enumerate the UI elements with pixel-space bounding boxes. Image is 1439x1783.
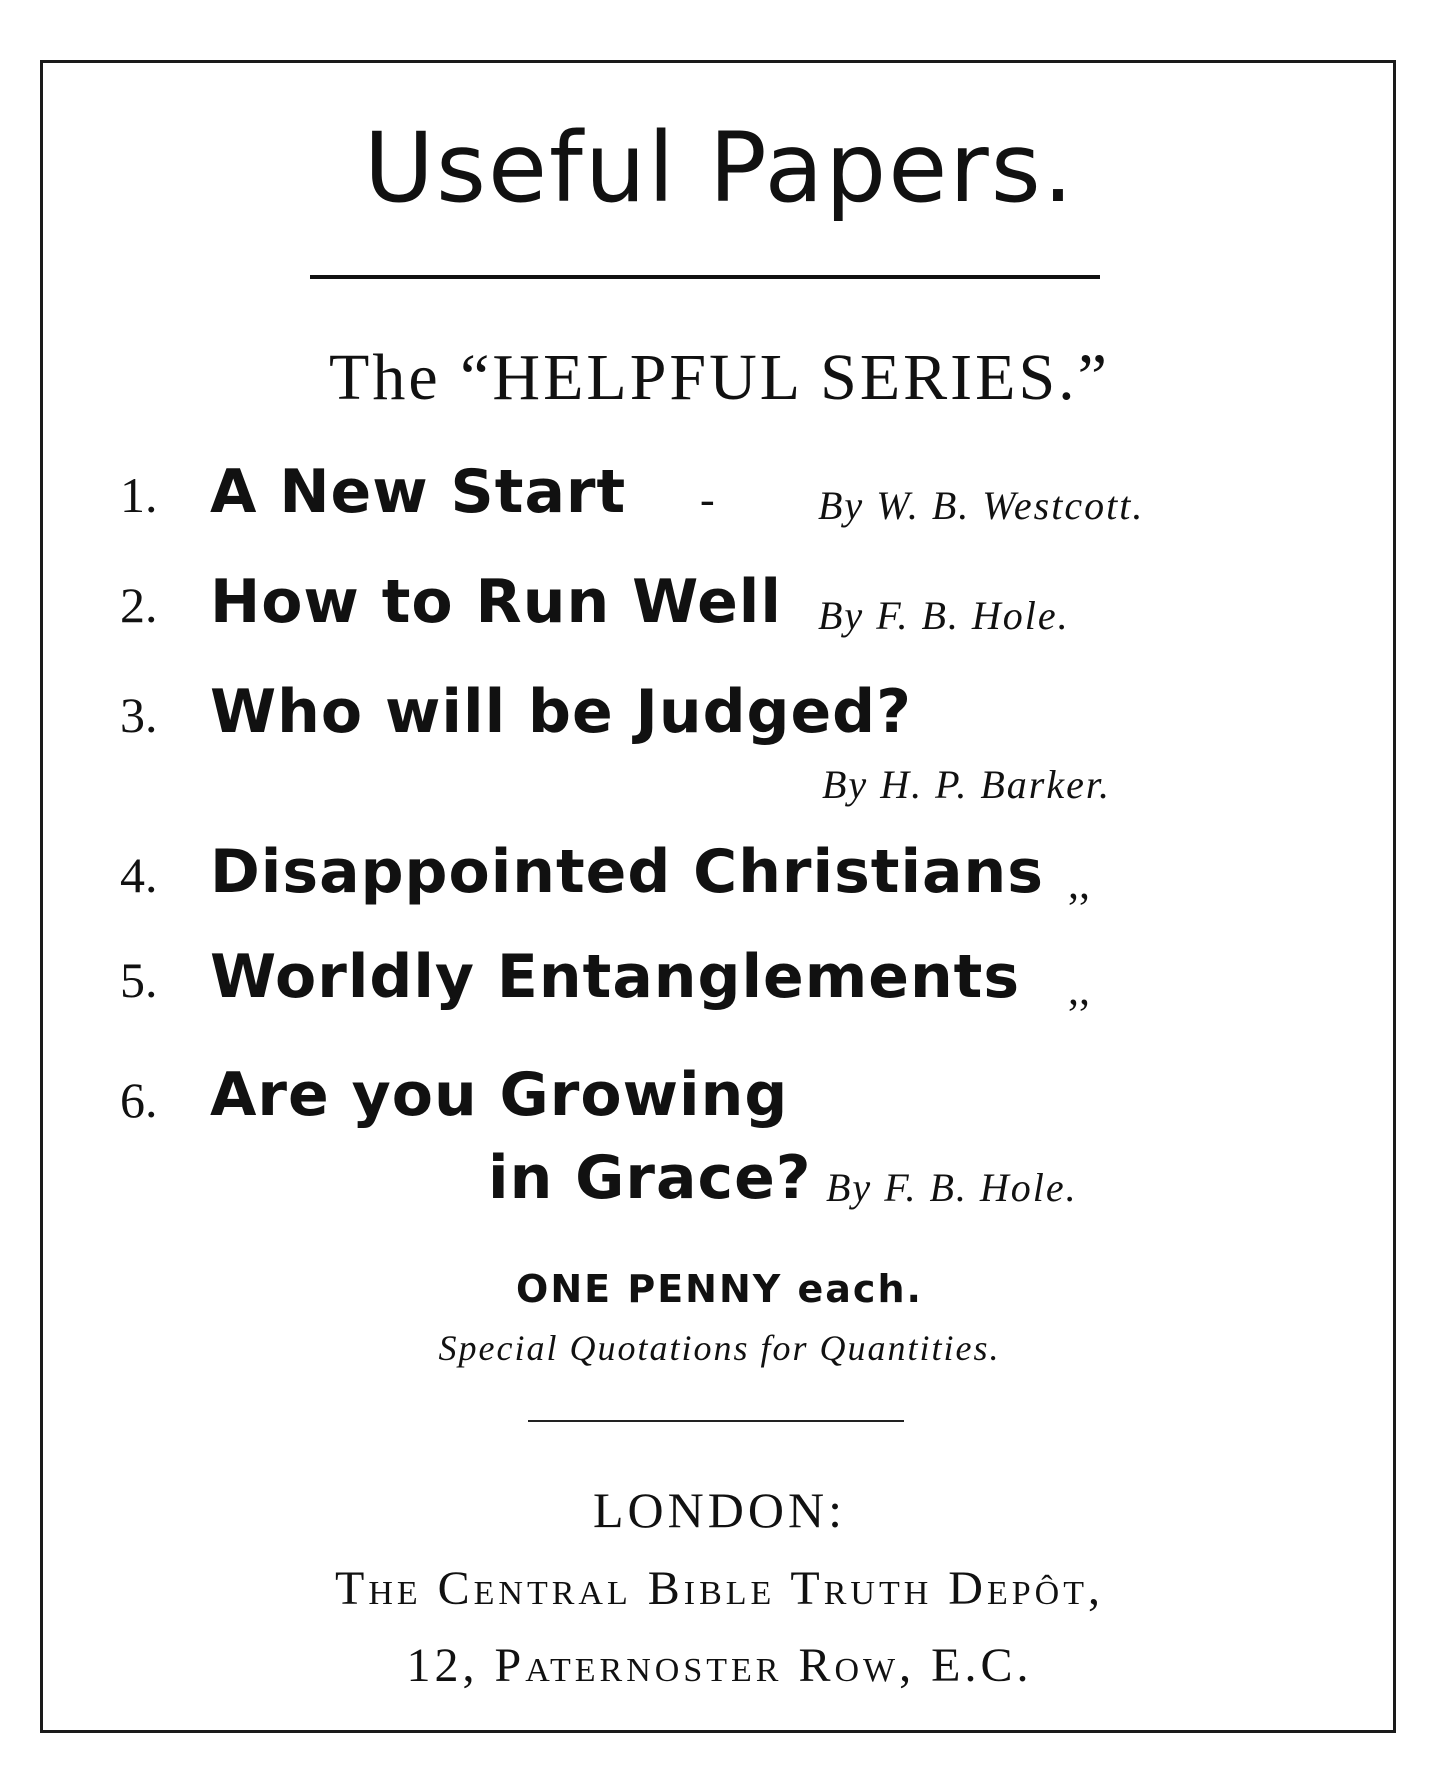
item-number: 4. — [120, 847, 158, 903]
item-title: Who will be Judged? — [210, 677, 912, 747]
series-heading: The “HELPFUL SERIES.” — [329, 341, 1110, 414]
quotations-note: Special Quotations for Quantities. — [438, 1328, 1001, 1368]
item-title: A New Start — [210, 457, 627, 527]
item-title: Disappointed Christians — [210, 837, 1044, 907]
item-number: 3. — [120, 687, 158, 743]
item-author: By W. B. Westcott. — [818, 483, 1145, 528]
item-number: 6. — [120, 1072, 158, 1128]
section-divider — [528, 1420, 904, 1422]
item-title: Are you Growing — [210, 1060, 789, 1130]
item-title: Worldly Entanglements — [210, 942, 1021, 1012]
imprint-city: LONDON: — [593, 1482, 846, 1538]
imprint-address: 12, Paternoster Row, E.C. — [406, 1639, 1033, 1692]
item-separator: - — [700, 475, 715, 524]
item-title: How to Run Well — [210, 567, 782, 637]
price-line: ONE PENNY each. — [516, 1267, 923, 1311]
item-number: 1. — [120, 467, 158, 523]
page-title: Useful Papers. — [363, 112, 1076, 224]
imprint-publisher: The Central Bible Truth Depôt, — [335, 1562, 1104, 1615]
item-author: By F. B. Hole. — [826, 1165, 1078, 1210]
item-number: 5. — [120, 952, 158, 1008]
item-title-continued: in Grace? — [488, 1143, 812, 1213]
item-number: 2. — [120, 577, 158, 633]
title-underline — [310, 275, 1100, 279]
ditto-mark: ,, — [1068, 965, 1090, 1014]
item-author: By H. P. Barker. — [822, 762, 1111, 807]
ditto-mark: ,, — [1068, 859, 1090, 908]
item-author: By F. B. Hole. — [818, 593, 1070, 638]
